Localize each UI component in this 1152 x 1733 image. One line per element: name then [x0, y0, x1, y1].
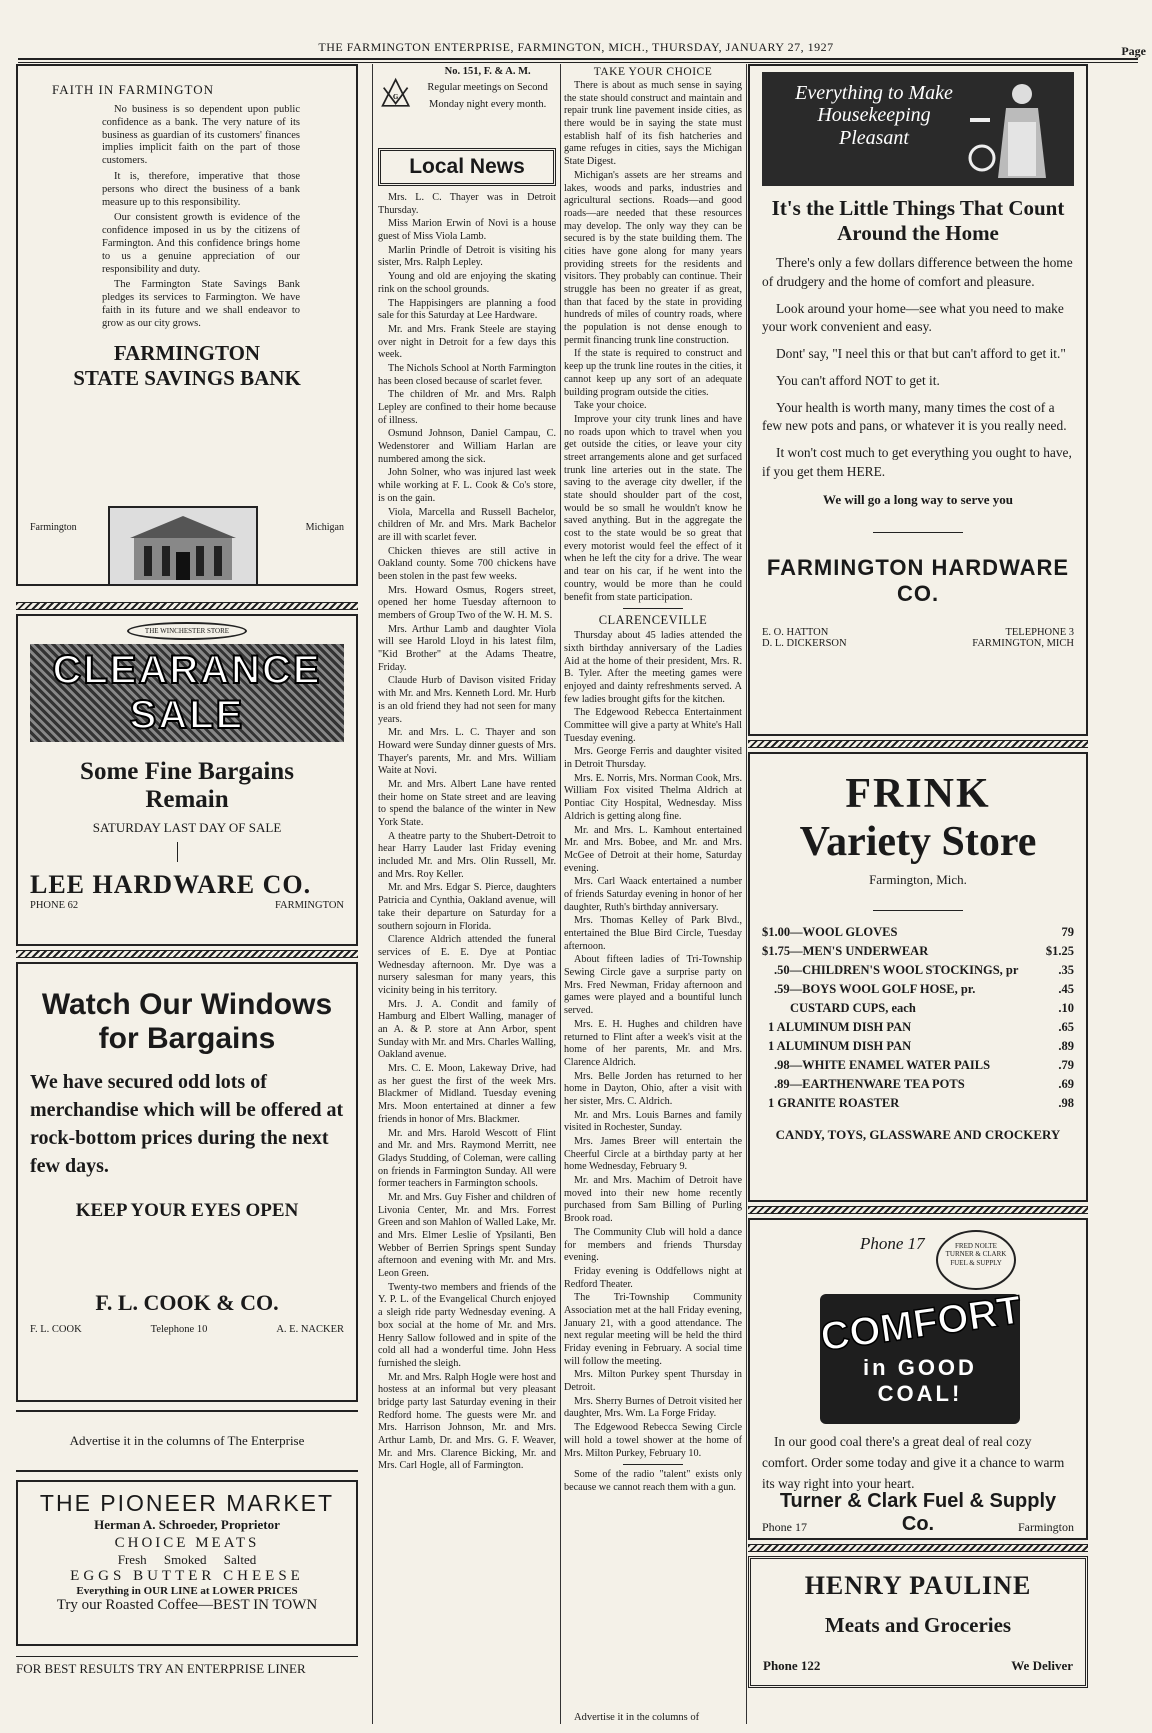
lodge-name: No. 151, F. & A. M. [444, 66, 531, 77]
column-rule [372, 64, 373, 1724]
news-item: Mr. and Mrs. Edgar S. Pierce, daughters Patricia and Cynthia, Oakland avenue, will take their departure on Saturday for a southern sojourn in Florida. [378, 882, 556, 932]
news-item: Mr. and Mrs. Ralph Hogle were host and hostess at an informal but very pleasant bridge party last Saturday evening in their Redford home. The guests were Mr. and Mrs. Harrison Johnson, Mr. and Mrs. Arthur Lamb, Dr. and Mrs. G. F. Weaver, Mr. and Mrs. Clarence Bicking, Mr. and Mrs. Carl Hogle, all of Farmington. [378, 1371, 556, 1472]
coal-word: COAL! [877, 1381, 963, 1406]
lodge-meetings: Regular meetings on Second Monday night every month. [427, 82, 548, 110]
clar-paragraph: Mr. and Mrs. Machim of Detroit have moved into their new home recently purchased from Sam Billing of Purling Brook road. [564, 1175, 742, 1225]
bargains-line-2: Remain [145, 786, 229, 813]
coal-phone-script: Phone 17 [860, 1234, 925, 1253]
clar-paragraph: Mrs. Carl Waack entertained a number of friends Saturday evening in honor of her daughter, Ruth's birthday anniversary. [564, 876, 742, 913]
price-row [762, 1094, 1074, 1113]
news-item: The Happisingers are planning a food sale for this Saturday at Lee Hardware. [378, 297, 556, 322]
price-row [762, 961, 1074, 980]
column-left [16, 64, 358, 1677]
frink-ad [748, 752, 1088, 1202]
local-news-body [378, 192, 556, 1473]
news-item: Mr. and Mrs. L. C. Thayer and son Howard were Sunday dinner guests of Mrs. Thayer's parents, Mr. and Mrs. William Waite at Novi. [378, 727, 556, 777]
clar-paragraph: The Edgewood Rebecca Sewing Circle will hold a towel shower at the home of Mrs. Milton Purkey, February 10. [564, 1422, 742, 1459]
bank-name-2: STATE SAVINGS BANK [73, 365, 301, 390]
divider [748, 740, 1088, 748]
comfort-graphic [817, 1287, 1025, 1424]
fuel-badge: FRED NOLTE TURNER & CLARK FUEL & SUPPLY [936, 1230, 1016, 1290]
clarenceville-body [564, 630, 742, 1460]
winchester-badge: THE WINCHESTER STORE [127, 622, 247, 640]
price-row [762, 999, 1074, 1018]
hardware-paragraph: It won't cost much to get everything you ought to have, if you get them HERE. [762, 445, 1072, 479]
choice-paragraph: If the state is required to construct and keep up the trunk line routes in the cities, it cannot keep up any sort of an adequate building program outside the cities. [564, 348, 742, 398]
hardware-owners [762, 627, 847, 649]
bargains-line-1: Some Fine Bargains [80, 758, 294, 785]
price-row [762, 1056, 1074, 1075]
choice-body [564, 80, 742, 604]
news-item: Young and old are enjoying the skating rink on the school grounds. [378, 271, 556, 295]
news-item: John Solner, who was injured last week while working at F. L. Cook & Co's store, is on the gain. [378, 467, 556, 504]
cook-store-name: F. L. COOK & CO. [95, 1290, 279, 1315]
masthead: THE FARMINGTON ENTERPRISE, FARMINGTON, MICH., THURSDAY, JANUARY 27, 1927 [318, 40, 834, 54]
divider-mark [177, 842, 197, 862]
divider [748, 1544, 1088, 1552]
page-label: Page [1121, 44, 1146, 58]
divider [748, 1206, 1088, 1214]
item-price: .69 [1058, 1077, 1074, 1091]
variety-store: Variety Store [799, 819, 1037, 865]
price-row [762, 1018, 1074, 1037]
clearance-banner [30, 644, 344, 742]
comfort-word: COMFORT [817, 1287, 1025, 1360]
banner-line-1: Everything to Make [795, 82, 953, 104]
coal-footer [762, 1520, 1074, 1535]
hardware-town: FARMINGTON, MICH [972, 637, 1074, 649]
housewife-illustration [964, 78, 1064, 182]
in-good: in GOOD [863, 1355, 977, 1380]
bank-name-1: FARMINGTON [113, 340, 261, 365]
column-editorial [564, 64, 742, 1723]
divider [873, 532, 963, 533]
news-item: Mrs. J. A. Condit and family of Hamburg and Elbert Walling, manager of an A. & P. store at Ann Arbor, spent Sunday with Mr. and Mrs. Charles Walling, Oakland avenue. [378, 998, 556, 1061]
divider [16, 950, 358, 958]
radio-quip-box [564, 1469, 742, 1494]
hardware-tagline: We will go a long way to serve you [823, 491, 1013, 507]
news-item: Mrs. Howard Osmus, Rogers street, opened her home Tuesday afternoon to members of Group Two of the W. H. M. S. [378, 584, 556, 621]
column-rule [746, 64, 747, 1724]
frink-price-list [762, 923, 1074, 1113]
bank-building-illustration [108, 506, 258, 586]
news-item: Chicken thieves are still active in Oakland county. Some 700 chickens have been stolen in the past few weeks. [378, 545, 556, 582]
bank-paragraph: Our consistent growth is evidence of the confidence imposed in us by the citizens of Farmington. And this confidence brings home to us a genuine appreciation of our responsibility and duty. [102, 212, 300, 275]
clar-paragraph: About fifteen ladies of Tri-Township Sewing Circle gave a surprise party on Mrs. Fred Newman, Friday afternoon and games were played and a bountiful lunch served. [564, 954, 742, 1017]
item-price: .79 [1058, 1058, 1074, 1072]
news-item: Marlin Prindle of Detroit is visiting his sister, Mrs. Ralph Lepley. [378, 244, 556, 269]
hardware-paragraph: Look around your home—see what you need to make your work convenient and easy. [762, 300, 1064, 335]
divider [623, 608, 683, 609]
hardware-contact [972, 627, 1074, 649]
divider [16, 602, 358, 610]
masonic-icon [378, 64, 413, 126]
cook-phone: Telephone 10 [150, 1324, 208, 1335]
news-item: Twenty-two members and friends of the Y. P. L. of the Evangelical Church enjoyed a sleigh ride party Wednesday evening. A box social at the home of Mr. and Mrs. Henry Sallow followed and in spite of the cold all had a wonderful time. John Hess furnished the sleigh. [378, 1281, 556, 1369]
pauline-footer [763, 1658, 1073, 1674]
last-day: SATURDAY LAST DAY OF SALE [92, 820, 282, 835]
hardware-copy [762, 254, 1074, 482]
clearance-word: CLEARANCE [52, 648, 322, 692]
choice-paragraph: Take your choice. [574, 400, 647, 412]
clar-paragraph: Thursday about 45 ladies attended the sixth birthday anniversary of the Ladies Aid at the home of their president, Mrs. R. B. Tyler. After the meeting games were enjoyed and dainty refreshments served. A few ladies brought gifts for the kitchen. [564, 630, 742, 705]
item-label: 1 GRANITE ROASTER [768, 1096, 900, 1110]
cook-footer [30, 1324, 344, 1335]
price-row [762, 942, 1074, 961]
item-label: $1.00—WOOL GLOVES [762, 925, 898, 939]
coal-body: In our good coal there's a great deal of real cozy comfort. Order some today and give it a chance to warm its way right into your heart. [762, 1434, 1065, 1491]
item-label: .59—BOYS WOOL GOLF HOSE, pr. [774, 982, 976, 996]
hardware-ad [748, 64, 1088, 736]
clar-paragraph: Mrs. E. Norris, Mrs. Norman Cook, Mrs. William Fox visited Thelma Aldrich at Pontiac City Hospital, Wednesday. Miss Aldrich is getting along fine. [564, 772, 742, 822]
news-item: Mr. and Mrs. Albert Lane have rented their home on State street and are leaving to spend the balance of the winter in New York State. [378, 778, 556, 828]
banner-line-2: Housekeeping [817, 104, 931, 127]
item-price: .89 [1058, 1039, 1074, 1053]
lee-footer [30, 900, 344, 911]
clar-paragraph: Mrs. James Breer will entertain the Cheerful Circle at a birthday party at her home Wednesday, February 9. [564, 1136, 742, 1173]
item-price: .65 [1058, 1020, 1074, 1034]
item-label: 1 ALUMINUM DISH PAN [768, 1039, 912, 1053]
footer-liner: FOR BEST RESULTS TRY AN ENTERPRISE LINER [16, 1656, 358, 1677]
news-item: Mrs. L. C. Thayer was in Detroit Thursday. [378, 192, 556, 216]
advertise-notice-1: Advertise it in the columns of The Enterprise [16, 1410, 358, 1472]
hardware-paragraph: There's only a few dollars difference between the home of drudgery and the home of comfort and pleasure. [762, 255, 1073, 289]
clar-paragraph: The Tri-Township Community Association met at the hall Friday evening, January 21, with a good attendance. The next regular meeting will be held the third Friday evening in February. A social time will follow the meeting. [564, 1292, 742, 1367]
choice-paragraph: Michigan's assets are her streams and lakes, woods and parks, industries and agricultural sections. Roads—and good roads—are needed that these resources may develop. The only way they can be secured is by the state building them. The cities have gone along for many years providing streets for the residents and visitors. They probably can continue. Their struggle has been no greater if as great, than that faced by the state in providing hundreds of miles of country roads, where the population is not dense enough to permit financing trunk line construction. [564, 169, 742, 346]
news-item: Mr. and Mrs. Harold Wescott of Flint and Mr. and Mrs. Raymond Merritt, nee Gladys Studding, of Coleman, were calling on friends in Farmington Sunday. All were former teachers in Farmington schools. [378, 1127, 556, 1190]
local-news-header-box [378, 148, 556, 186]
clearance-ad [16, 614, 358, 946]
for-bargains: for Bargains [98, 1022, 276, 1055]
clar-paragraph: Friday evening is Oddfellows night at Redford Theater. [564, 1265, 742, 1290]
market-line: Everything in OUR LINE at LOWER PRICES [76, 1585, 298, 1597]
housekeeping-banner [762, 72, 1074, 186]
price-row [762, 923, 1074, 942]
clar-paragraph: The Community Club will hold a dance for members and friends Thursday evening. [564, 1226, 742, 1264]
item-label: $1.75—MEN'S UNDERWEAR [762, 944, 929, 958]
choice-heading: TAKE YOUR CHOICE [593, 66, 713, 78]
item-price: .45 [1058, 982, 1074, 996]
hardware-headline-2: Around the Home [837, 221, 999, 245]
local-news-heading: Local News [409, 155, 525, 178]
bank-copy [102, 104, 300, 331]
item-label: .98—WHITE ENAMEL WATER PAILS [774, 1058, 991, 1072]
hardware-paragraph: You can't afford NOT to get it. [776, 372, 940, 388]
hardware-tel: TELEPHONE 3 [1005, 626, 1074, 638]
bank-title: FAITH IN FARMINGTON [52, 82, 214, 97]
clar-paragraph: Mr. and Mrs. Louis Barnes and family visited in Rochester, Sunday. [564, 1109, 742, 1134]
clar-paragraph: Mrs. Belle Jorden has returned to her home in Dayton, Ohio, after a visit with her sister, Mrs. C. Aldrich. [564, 1070, 742, 1107]
cook-body: We have secured odd lots of merchandise which will be offered at rock-bottom prices during the next few days. [30, 1071, 344, 1177]
owner-1: E. O. HATTON [762, 626, 829, 638]
coal-phone: Phone 17 [762, 1520, 807, 1534]
item-price: .98 [1058, 1096, 1074, 1110]
frink-town: Farmington, Mich. [869, 872, 967, 887]
choice-paragraph: There is about as much sense in saying the state should construct and maintain and repair trunk line pavement inside cities, as there would be in saying the state must establish half of its fish hatcheries and game refuges in cities, says the Michigan State Digest. [564, 80, 742, 168]
news-item: Mrs. Arthur Lamb and daughter Viola will see Harold Lloyd in his latest film, "Kid Brother" at the Adams Theatre, Friday. [378, 623, 556, 673]
clar-paragraph: Mr. and Mrs. L. Kamhout entertained Mr. and Mrs. Bobee, and Mr. and Mrs. McGee of Detroit at their home, Saturday evening. [564, 824, 742, 874]
news-item: Osmund Johnson, Daniel Campau, C. Wedenstorer and William Harlan are numbered among the sick. [378, 428, 556, 465]
pauline-name: HENRY PAULINE [804, 1571, 1032, 1600]
news-item: Miss Marion Erwin of Novi is a house guest of Miss Viola Lamb. [378, 218, 556, 243]
lee-town: FARMINGTON [274, 900, 344, 911]
choice-meats: CHOICE MEATS [114, 1535, 260, 1551]
column-rule [560, 64, 561, 1724]
bank-ad [16, 64, 358, 586]
lee-hardware-name: LEE HARDWARE CO. [30, 870, 312, 899]
lee-phone: PHONE 62 [30, 900, 79, 911]
pioneer-market-ad [16, 1480, 358, 1646]
hardware-paragraph: Your health is worth many, many times the cost of a few new pots and pans, or whatever it is you really need. [762, 399, 1067, 434]
price-row [762, 980, 1074, 999]
advertise-notice-2: Advertise it in the columns of [574, 1712, 700, 1723]
frink-footer: CANDY, TOYS, GLASSWARE AND CROCKERY [775, 1127, 1061, 1142]
banner-line-3: Pleasant [839, 126, 909, 149]
cook-right: A. E. NACKER [276, 1324, 344, 1335]
column-right [748, 64, 1088, 1688]
banner-text [774, 82, 974, 149]
news-item: A theatre party to the Shubert-Detroit to hear Harry Lauder last Friday evening included Mr. and Mrs. Olin Russell, Mr. and Mrs. Roy Keller. [378, 830, 556, 880]
sale-word: SALE [129, 693, 245, 737]
item-label: CUSTARD CUPS, each [790, 1001, 916, 1015]
bank-paragraph: It is, therefore, imperative that those persons who direct the business of a bank measure up to this responsibility. [102, 170, 300, 208]
hardware-footer [762, 627, 1074, 649]
news-item: Mr. and Mrs. Frank Steele are staying over night in Detroit for a few days this week. [378, 323, 556, 361]
item-label: 1 ALUMINUM DISH PAN [768, 1020, 912, 1034]
item-price: 79 [1061, 925, 1074, 939]
bank-left-label: Farmington [30, 522, 77, 533]
pauline-ad [748, 1556, 1088, 1688]
item-label: .50—CHILDREN'S WOOL STOCKINGS, pr [774, 963, 1019, 977]
top-rule-thin [18, 62, 1138, 63]
item-label: .89—EARTHENWARE TEA POTS [774, 1077, 965, 1091]
divider [873, 910, 963, 911]
clar-paragraph: Mrs. Sherry Burnes of Detroit visited her daughter, Mrs. Wm. La Forge Friday. [564, 1395, 742, 1420]
lodge-text [419, 64, 556, 113]
hardware-paragraph: Dont' say, "I neel this or that but can't afford to get it." [776, 346, 1066, 362]
column-local-news [378, 64, 556, 1474]
price-row [762, 1037, 1074, 1056]
coal-town: Farmington [1018, 1520, 1074, 1534]
top-rule [18, 58, 1138, 60]
watch-windows: Watch Our Windows [41, 988, 333, 1021]
clar-paragraph: Mrs. Thomas Kelley of Park Blvd., entertained the Blue Bird Circle, Tuesday afternoon. [564, 915, 742, 952]
owner-2: D. L. DICKERSON [762, 637, 847, 649]
price-row [762, 1075, 1074, 1094]
news-item: Clarence Aldrich attended the funeral services of E. E. Dye at Pontiac Wednesday afternoon. Mr. Dye was a nursery salesman for many years, this vicinity being in his territory. [378, 934, 556, 996]
clar-paragraph: Mrs. George Ferris and daughter visited in Detroit Thursday. [564, 746, 742, 771]
lodge-notice [378, 64, 556, 146]
market-coffee: Try our Roasted Coffee—BEST IN TOWN [56, 1597, 318, 1613]
pauline-deliver: We Deliver [1011, 1658, 1073, 1673]
coal-ad [748, 1218, 1088, 1540]
eggs-butter-cheese: EGGS BUTTER CHEESE [70, 1568, 304, 1584]
hardware-headline-1: It's the Little Things That Count [771, 196, 1065, 220]
news-item: Claude Hurb of Davison visited Friday with Mr. and Mrs. Kenneth Lord. Mr. Hurb is an old friend they had not seen for many years. [378, 675, 556, 725]
news-item: Viola, Marcella and Russell Bachelor, children of Mr. and Mrs. Mark Bachelor are ill with scarlet fever. [378, 506, 556, 543]
news-item: Mrs. C. E. Moon, Lakeway Drive, had as her guest the first of the week Mrs. Blackmer of Midland. Tuesday evening Mrs. Moon entertained at dinner a few friends in honor of Mrs. Blackmer. [378, 1063, 556, 1125]
choice-paragraph: Improve your city trunk lines and have no roads upon which to travel when you get outside the cities, or leave your city street arrangements alone and get surfaced trunk line arteries out in the state. The saving to the average city dweller, if the state should shoulder part of the cost, would be so small he wouldn't know he saved anything. But in the aggregate the cost to the state would be so great that every motorist would feel the effect of it when he left the city for a drive. The wear and tear on his car, if he went into the country, would be more than he could benefit from state participation. [564, 413, 742, 603]
market-proprietor: Herman A. Schroeder, Proprietor [94, 1517, 280, 1532]
item-price: $1.25 [1045, 944, 1074, 958]
frink-title: FRINK [845, 771, 991, 817]
divider [623, 1464, 683, 1465]
clar-paragraph: Mrs. Milton Purkey spent Thursday in Detroit. [564, 1369, 742, 1394]
bank-paragraph: No business is so dependent upon public confidence as a bank. The very nature of its business as guardian of its customers' finances implies implicit faith on the part of those customers. [102, 104, 300, 167]
pauline-sub: Meats and Groceries [824, 1613, 1012, 1637]
keep-eyes-open: KEEP YOUR EYES OPEN [75, 1200, 299, 1221]
news-item: Mr. and Mrs. Guy Fisher and children of Livonia Center, Mr. and Mrs. Forrest Green and son Mahlon of Walled Lake, Mr. and Mrs. Elmer Leslie of Ypsilanti, Ben Webber of Berrien Springs spent Sunday afternoon and evening with Mr. and Mrs. Leon Green. [378, 1191, 556, 1280]
clarenceville-heading: CLARENCEVILLE [598, 613, 708, 628]
bank-right-label: Michigan [305, 522, 344, 533]
news-item: The Nichols School at North Farmington has been closed because of scarlet fever. [378, 362, 556, 387]
coal-company: Turner & Clark Fuel & Supply Co. [779, 1490, 1057, 1535]
item-price: .10 [1058, 1001, 1074, 1015]
clar-paragraph: The Edgewood Rebecca Entertainment Committee will give a party at White's Hall Tuesday evening. [564, 707, 742, 744]
svg-text:G: G [392, 93, 399, 101]
pauline-phone: Phone 122 [763, 1658, 821, 1673]
hardware-store-name: FARMINGTON HARDWARE CO. [766, 554, 1070, 606]
market-title: THE PIONEER MARKET [39, 1490, 335, 1516]
clar-paragraph: Mrs. E. H. Hughes and children have returned to Flint after a week's visit at the home of her parents, Mr. and Mrs. Clarence Aldrich. [564, 1018, 742, 1068]
bank-paragraph: The Farmington State Savings Bank pledges its services to Farmington. We have faith in its future and we shall endeavor to grow as our city grows. [102, 279, 300, 329]
news-item: The children of Mr. and Mrs. Ralph Lepley are confined to their home because of illness. [378, 389, 556, 426]
meat-kinds: Fresh Smoked Salted [117, 1552, 257, 1567]
clar-paragraph: Some of the radio "talent" exists only because we cannot reach them with a gun. [564, 1469, 742, 1493]
item-price: .35 [1058, 963, 1074, 977]
cook-left: F. L. COOK [30, 1324, 82, 1335]
cook-ad [16, 962, 358, 1402]
